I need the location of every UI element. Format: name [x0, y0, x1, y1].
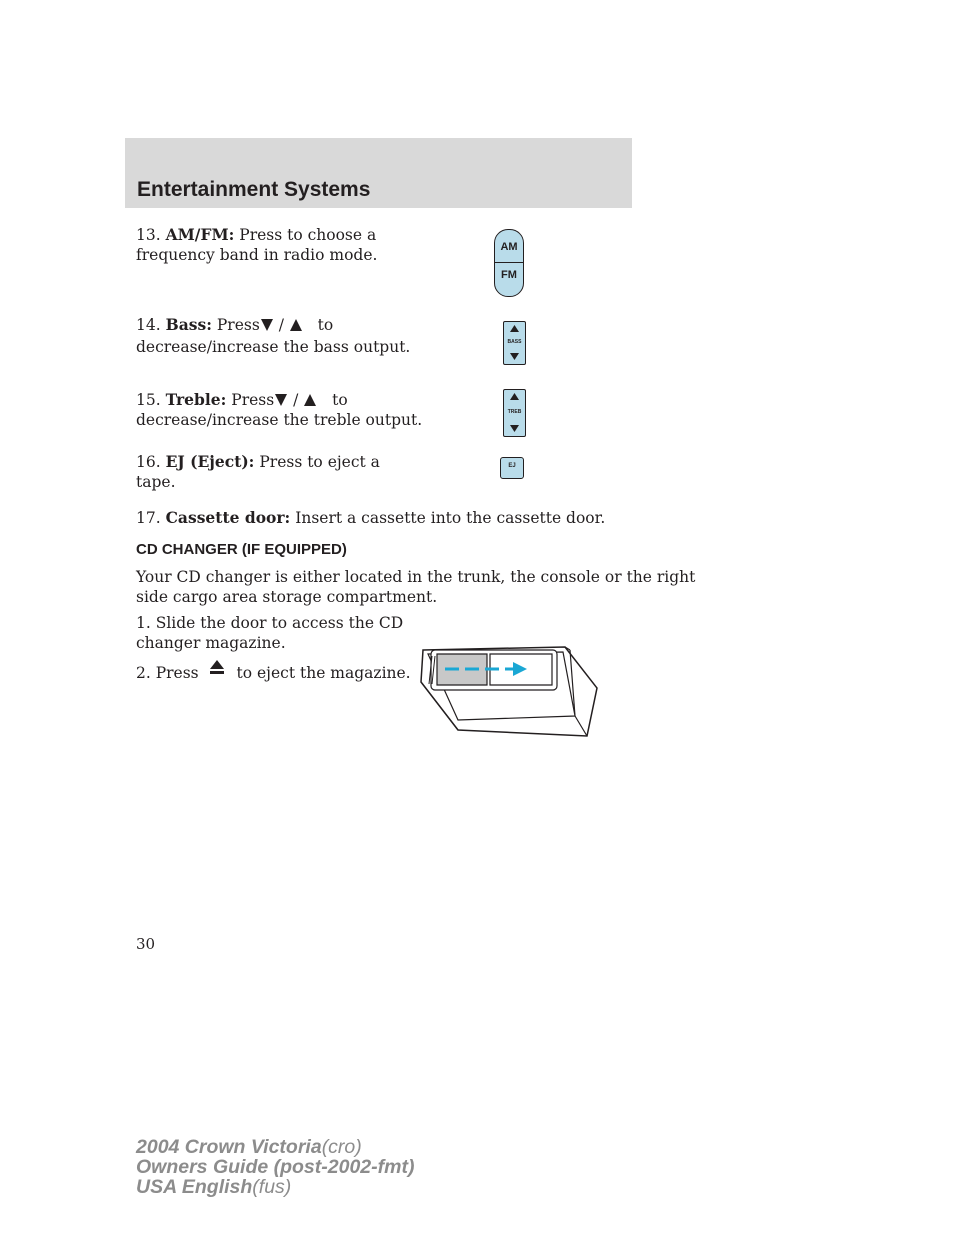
- item-number: 17.: [136, 509, 161, 527]
- up-arrow-icon: [510, 325, 519, 332]
- up-arrow-icon: [510, 393, 519, 400]
- up-triangle-icon: [289, 318, 303, 332]
- cd-intro-line2: side cargo area storage compartment.: [136, 588, 438, 606]
- step2-post-text: to eject the magazine.: [236, 664, 411, 682]
- item-am-fm: [136, 225, 376, 245]
- to-text: to: [317, 316, 334, 334]
- eject-icon: [208, 659, 226, 675]
- cd-step1-line2: changer magazine.: [136, 634, 286, 652]
- ej-label: EJ: [508, 463, 516, 469]
- up-triangle-icon: [303, 393, 317, 407]
- footer-line-1: [136, 1137, 414, 1157]
- item-text: Insert a cassette into the cassette door.: [295, 509, 606, 527]
- footer-language-code: (fus): [252, 1176, 292, 1198]
- fm-label: FM: [501, 269, 517, 281]
- to-text: to: [332, 391, 348, 409]
- treble-rocker-button[interactable]: [503, 389, 526, 437]
- item-am-fm-line2: frequency band in radio mode.: [136, 246, 378, 264]
- step2-pre-text: 2. Press: [136, 664, 199, 682]
- down-arrow-icon: [510, 425, 519, 432]
- item-text: Press: [231, 391, 275, 409]
- cd-changer-heading: CD CHANGER (IF EQUIPPED): [136, 541, 347, 558]
- bass-label: BASS: [507, 339, 522, 345]
- button-divider: [495, 262, 523, 263]
- treb-label: TREB: [507, 409, 522, 415]
- am-label: AM: [500, 241, 518, 253]
- footer-line-3: [136, 1177, 414, 1197]
- footer-line-2: Owners Guide (post-2002-fmt): [136, 1156, 415, 1178]
- item-eject: [136, 452, 380, 472]
- bass-rocker-button[interactable]: [503, 321, 526, 365]
- document-footer: [136, 1137, 414, 1197]
- item-term: Treble:: [165, 390, 227, 409]
- item-text: Press to choose a: [239, 226, 377, 244]
- cd-step2: [136, 659, 411, 683]
- item-number: 13.: [136, 226, 161, 244]
- cd-step1-line1: 1. Slide the door to access the CD: [136, 614, 404, 632]
- page-number: 30: [136, 935, 156, 953]
- eject-button[interactable]: [500, 457, 524, 479]
- item-number: 16.: [136, 453, 161, 471]
- item-eject-line2: tape.: [136, 473, 176, 491]
- down-triangle-icon: [274, 393, 288, 407]
- footer-model: 2004 Crown Victoria: [136, 1136, 322, 1158]
- cd-changer-illustration: [415, 640, 605, 740]
- down-triangle-icon: [260, 318, 274, 332]
- slash-text: /: [293, 391, 299, 409]
- item-text: Press to eject a: [259, 453, 380, 471]
- am-fm-button[interactable]: [494, 229, 524, 297]
- item-text: Press: [216, 316, 260, 334]
- down-arrow-icon: [510, 353, 519, 360]
- slash-text: /: [278, 316, 284, 334]
- item-term: EJ (Eject):: [165, 452, 255, 471]
- cd-intro-line1: Your CD changer is either located in the trunk, the console or the right: [136, 568, 696, 586]
- item-bass: [136, 315, 333, 335]
- item-number: 15.: [136, 391, 161, 409]
- item-term: Cassette door:: [165, 508, 291, 527]
- footer-model-code: (cro): [321, 1136, 362, 1158]
- item-treble: [136, 390, 348, 410]
- item-bass-line2: decrease/increase the bass output.: [136, 338, 411, 356]
- footer-language: USA English: [136, 1176, 253, 1198]
- item-term: Bass:: [165, 315, 212, 334]
- item-number: 14.: [136, 316, 161, 334]
- item-treble-line2: decrease/increase the treble output.: [136, 411, 423, 429]
- section-header: [125, 138, 632, 208]
- item-term: AM/FM:: [165, 225, 235, 244]
- section-title: Entertainment Systems: [137, 178, 371, 201]
- item-cassette: [136, 508, 605, 528]
